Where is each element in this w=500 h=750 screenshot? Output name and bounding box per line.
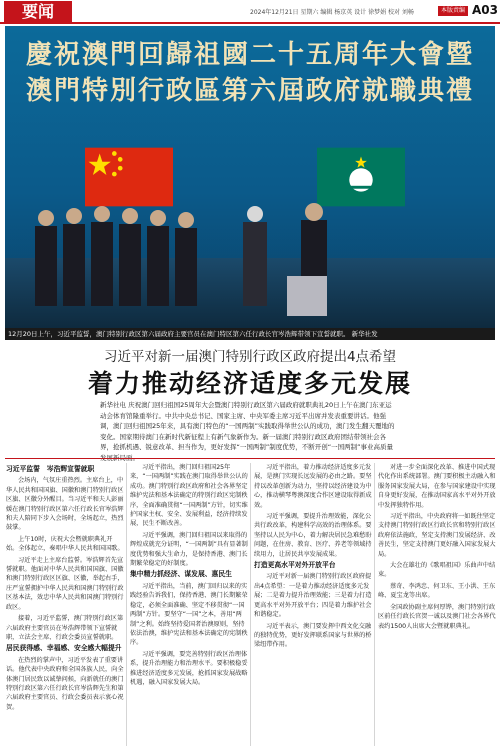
paragraph: 习近平指出，着力推动经济适度多元发展，是澳门实现长远发展的必由之路。要坚持以改革创新为动力，坚持以经济建设为中心，推动横琴粤澳深度合作区建设取得新成效。 xyxy=(254,464,372,509)
paragraph: 习近平指出，澳门回归祖国25年来，“一国两制”实践在澳门取得举世公认的成功。澳门特别行政区政府和社会各界坚定维护宪法和基本法确定的特别行政区宪制秩序，全面准确贯彻“一国两制”方针，切实维护国家主权、安全、发展利益，经济持续发展，民生不断改善。 xyxy=(130,464,248,528)
article-column-2 xyxy=(130,463,248,748)
paragraph: 习近平表示，澳门要发挥中西文化交融的独特优势，更好发挥联系国家与世界的桥梁纽带作用。 xyxy=(254,622,372,649)
paragraph: 习近平强调，要提升治理效能，深化公共行政改革，构建科学高效的治理体系。要坚持以人民为中心，着力解决居民急难愁盼问题，在住房、教育、医疗、养老等领域持续用力，让居民共享发展成果。 xyxy=(254,513,372,558)
section-heading: 打造更高水平对外开放平台 xyxy=(254,561,336,570)
paragraph: 习近平指出，当前，澳门回归以来的实践经验告诉我们，保持香港、澳门长期繁荣稳定，必须全面准确、坚定不移贯彻“一国两制”方针。要坚守“一国”之本，善用“两制”之利。始终坚持爱国者治澳原则，坚持依法治澳，维护宪法和基本法确定的宪制秩序。 xyxy=(130,582,248,647)
paragraph: 接着，习近平监誓，澳门特别行政区第六届政府主要官员在岑浩辉带领下宣誓就职，立法会主席、行政会委员宣誓就职。 xyxy=(6,615,124,641)
paragraph: 习近平走上主席台监誓。岑浩辉首先宣誓就职。他面对中华人民共和国国旗、国徽和澳门特别行政区区旗、区徽，举起右手，庄严宣誓拥护中华人民共和国澳门特别行政区基本法，效忠中华人民共和国澳门特别行政区。 xyxy=(6,556,124,611)
paragraph: 全国政协副主席何厚铧，澳门特别行政区前任行政长官贺一诚以及澳门社会各界代表约1500人出席大会暨就职典礼。 xyxy=(378,603,496,630)
section-heading: 习近平监誓 岑浩辉宣誓就职 xyxy=(6,465,95,473)
banner-line-1: 慶祝澳門回歸祖國二十五周年大會暨 xyxy=(25,40,474,70)
article-column-1 xyxy=(6,463,124,748)
paragraph: 习近平强调，要完善特别行政区治理体系，提升治理能力和治理水平。要积极稳妥推进经济适度多元发展，抢抓国家发展战略机遇，融入国家发展大局。 xyxy=(130,650,248,686)
issue-meta: 2024年12月21日 星期六 编辑 杨京英 设计 徐梦娟 校对 刘畅 xyxy=(250,9,414,16)
article-lead: 新华社电 庆祝澳门回归祖国25周年大会暨澳门特别行政区第六届政府就职典礼20日上午在澳门东亚运动会体育馆隆重举行。中共中央总书记、国家主席、中央军委主席习近平出席并发表重要讲话。他强调，澳门回归祖国25年来，具有澳门特色的“一国两制”实践取得举世公认的成功，澳门发生翻天覆地的变化。国家期待澳门在新时代新征程上有新气象新作为。新一届澳门特别行政区政府团结带领社会各界，抢抓机遇、锐意改革、担当作为，更好发挥“一国两制”制度优势，不断开创“一国两制”事业高质量 xyxy=(100,401,395,451)
paragraph: 上午10时，庆祝大会暨就职典礼开始。全体起立，奏唱中华人民共和国国歌。 xyxy=(6,535,124,553)
column-divider xyxy=(374,463,375,746)
paragraph: 对进一步全面深化改革、推进中国式现代化作出系统部署。澳门要积极主动融入和服务国家发展大局，在参与国家建设中实现自身更好发展，在推动国家高水平对外开放中发挥独特作用。 xyxy=(378,464,496,509)
paragraph: 大会在雄壮的《歌唱祖国》乐曲声中结束。 xyxy=(378,562,496,579)
paragraph: 习近平对新一届澳门特别行政区政府提出4点希望：一是着力推动经济适度多元发展；二是着力提升治理效能；三是着力打造更高水平对外开放平台；四是着力维护社会和谐稳定。 xyxy=(254,573,372,619)
article-headline: 着力推动经济适度多元发展 xyxy=(87,369,412,398)
paragraph: 习近平指出，中央政府将一如既往坚定支持澳门特别行政区行政长官和特别行政区政府依法施政，坚定支持澳门发展经济、改善民生，坚定支持澳门更好融入国家发展大局。 xyxy=(378,513,496,558)
paragraph: 会场内，气氛庄重热烈。主席台上，中华人民共和国国旗、国徽和澳门特别行政区区旗、区徽分外醒目。当习近平和夫人彭丽媛在澳门特别行政区第六任行政长官岑浩辉和夫人陪同下步入会场时，全场起立，热烈鼓掌。 xyxy=(6,477,124,532)
paragraph: 在热烈的掌声中，习近平发表了重要讲话。他代表中央政府和全国各族人民，向全体澳门居民致以诚挚问候，向新就任的澳门特别行政区第六任行政长官岑浩辉先生和第六届政府主要官员、行政会委员表示衷心祝贺。 xyxy=(6,656,124,711)
column-divider xyxy=(250,463,251,746)
masthead xyxy=(0,0,500,24)
lead-photo xyxy=(5,26,495,328)
article-column-4 xyxy=(378,463,496,748)
section-tag: 要闻 xyxy=(4,1,72,23)
article-column-3 xyxy=(254,463,372,748)
column-divider xyxy=(126,463,127,746)
page-number: A03 xyxy=(472,3,498,17)
section-heading: 集中精力抓经济、谋发展、惠民生 xyxy=(130,570,232,579)
paragraph: 习近平强调，澳门回归祖国以来取得的辉煌成就充分证明，“一国两制”具有显著制度优势和强大生命力，是保持香港、澳门长期繁荣稳定的好制度。 xyxy=(130,531,248,568)
paragraph: 蔡奇、李鸿忠、何卫东、王小洪、王东峰、夏宝龙等出席。 xyxy=(378,582,496,600)
photo-caption: 12月20日上午，习近平监誓，澳门特别行政区第六届政府主要官员在澳门特区第六任行政长官岑浩辉带领下宣誓就职。 新华社发 xyxy=(8,330,378,338)
divider xyxy=(5,458,495,459)
officials-figures xyxy=(5,26,495,328)
banner-line-2: 澳門特別行政區第六屆政府就職典禮 xyxy=(25,76,474,106)
article-subhead: 习近平对新一届澳门特别行政区政府提出4点希望 xyxy=(103,349,397,365)
section-heading: 居民获得感、幸福感、安全感大幅提升 xyxy=(6,644,122,653)
editor-badge: 本版责编 xyxy=(438,6,468,16)
